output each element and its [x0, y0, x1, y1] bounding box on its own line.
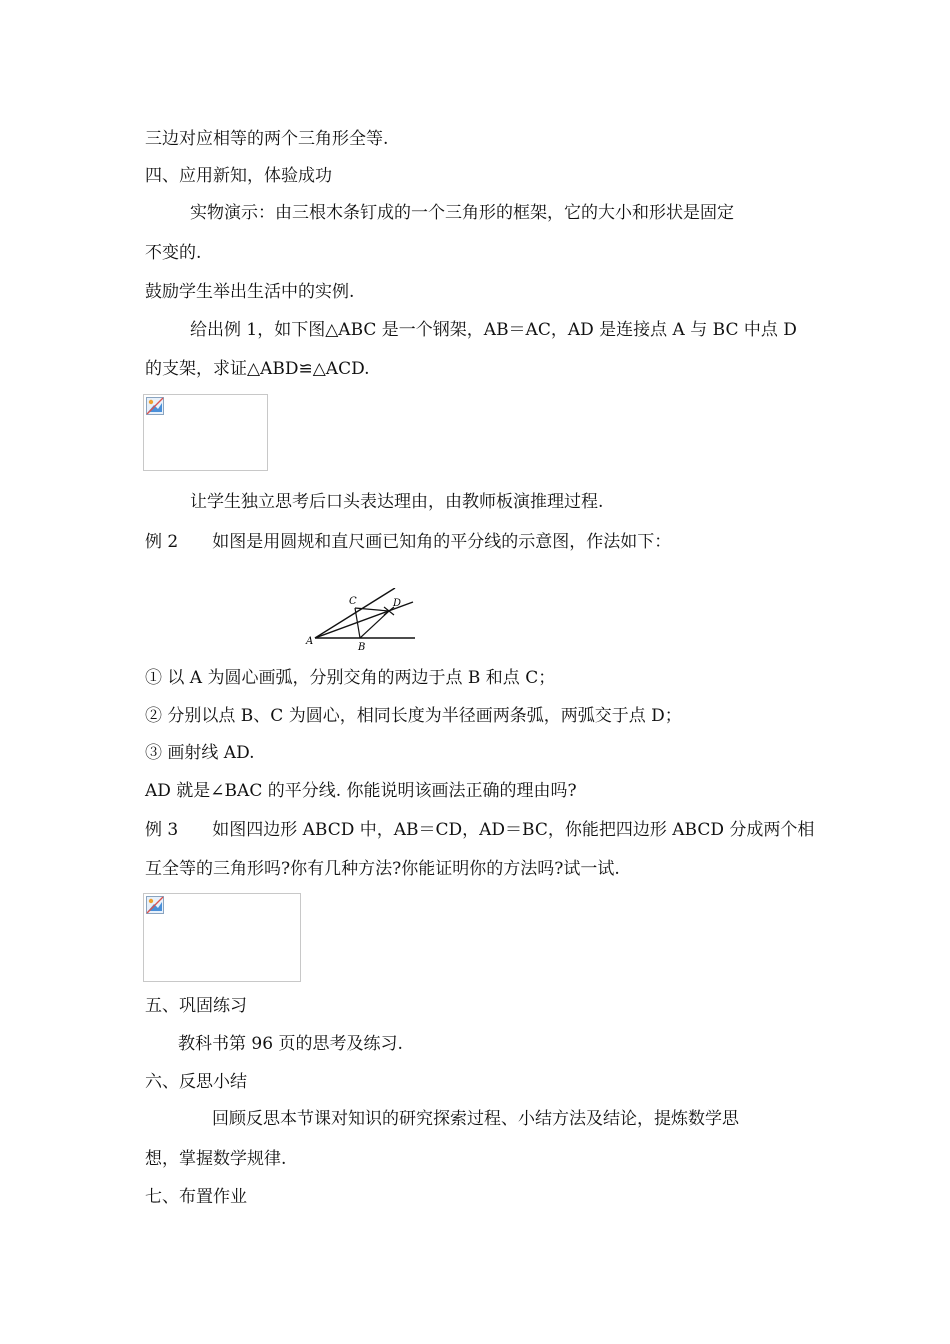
section-heading: 七、布置作业	[145, 1187, 247, 1207]
label-a: A	[306, 636, 314, 647]
text-line: 教科书第 96 页的思考及练习.	[178, 1034, 403, 1054]
section-heading: 四、应用新知，体验成功	[145, 166, 332, 186]
text-line: 不变的.	[145, 243, 202, 263]
label-c: C	[349, 596, 357, 607]
text-line: 让学生独立思考后口头表达理由，由教师板演推理过程.	[190, 492, 604, 512]
image-placeholder	[143, 893, 301, 982]
step-item: ① 以 A 为圆心画弧，分别交角的两边于点 B 和点 C；	[145, 668, 556, 688]
image-placeholder	[143, 394, 268, 471]
text-line: 三边对应相等的两个三角形全等.	[145, 129, 389, 149]
text-line: 的支架，求证△ABD≌△ACD.	[145, 359, 370, 379]
step-item: ③ 画射线 AD.	[145, 743, 255, 763]
angle-bisector-diagram	[305, 588, 425, 652]
text-line: 回顾反思本节课对知识的研究探索过程、小结方法及结论，提炼数学思	[212, 1109, 739, 1129]
text-line: 想，掌握数学规律.	[145, 1149, 287, 1169]
section-heading: 五、巩固练习	[145, 996, 247, 1016]
example-heading: 例 3 如图四边形 ABCD 中，AB＝CD，AD＝BC，你能把四边形 ABCD 分成两个相	[145, 820, 815, 840]
broken-image-icon	[146, 896, 164, 914]
text-line: 实物演示：由三根木条钉成的一个三角形的框架，它的大小和形状是固定	[190, 203, 734, 223]
section-heading: 六、反思小结	[145, 1072, 247, 1092]
example-heading: 例 2 如图是用圆规和直尺画已知角的平分线的示意图，作法如下：	[145, 532, 672, 552]
broken-image-icon	[146, 397, 164, 415]
label-d: D	[393, 598, 402, 609]
text-line: AD 就是∠BAC 的平分线. 你能说明该画法正确的理由吗?	[145, 781, 577, 801]
text-line: 互全等的三角形吗?你有几种方法?你能证明你的方法吗?试一试.	[145, 859, 620, 879]
step-item: ② 分别以点 B、C 为圆心，相同长度为半径画两条弧，两弧交于点 D；	[145, 706, 682, 726]
text-line: 鼓励学生举出生活中的实例.	[145, 282, 355, 302]
label-b: B	[358, 642, 366, 652]
text-line: 给出例 1，如下图△ABC 是一个钢架，AB＝AC，AD 是连接点 A 与 BC 中点 D	[190, 320, 797, 340]
